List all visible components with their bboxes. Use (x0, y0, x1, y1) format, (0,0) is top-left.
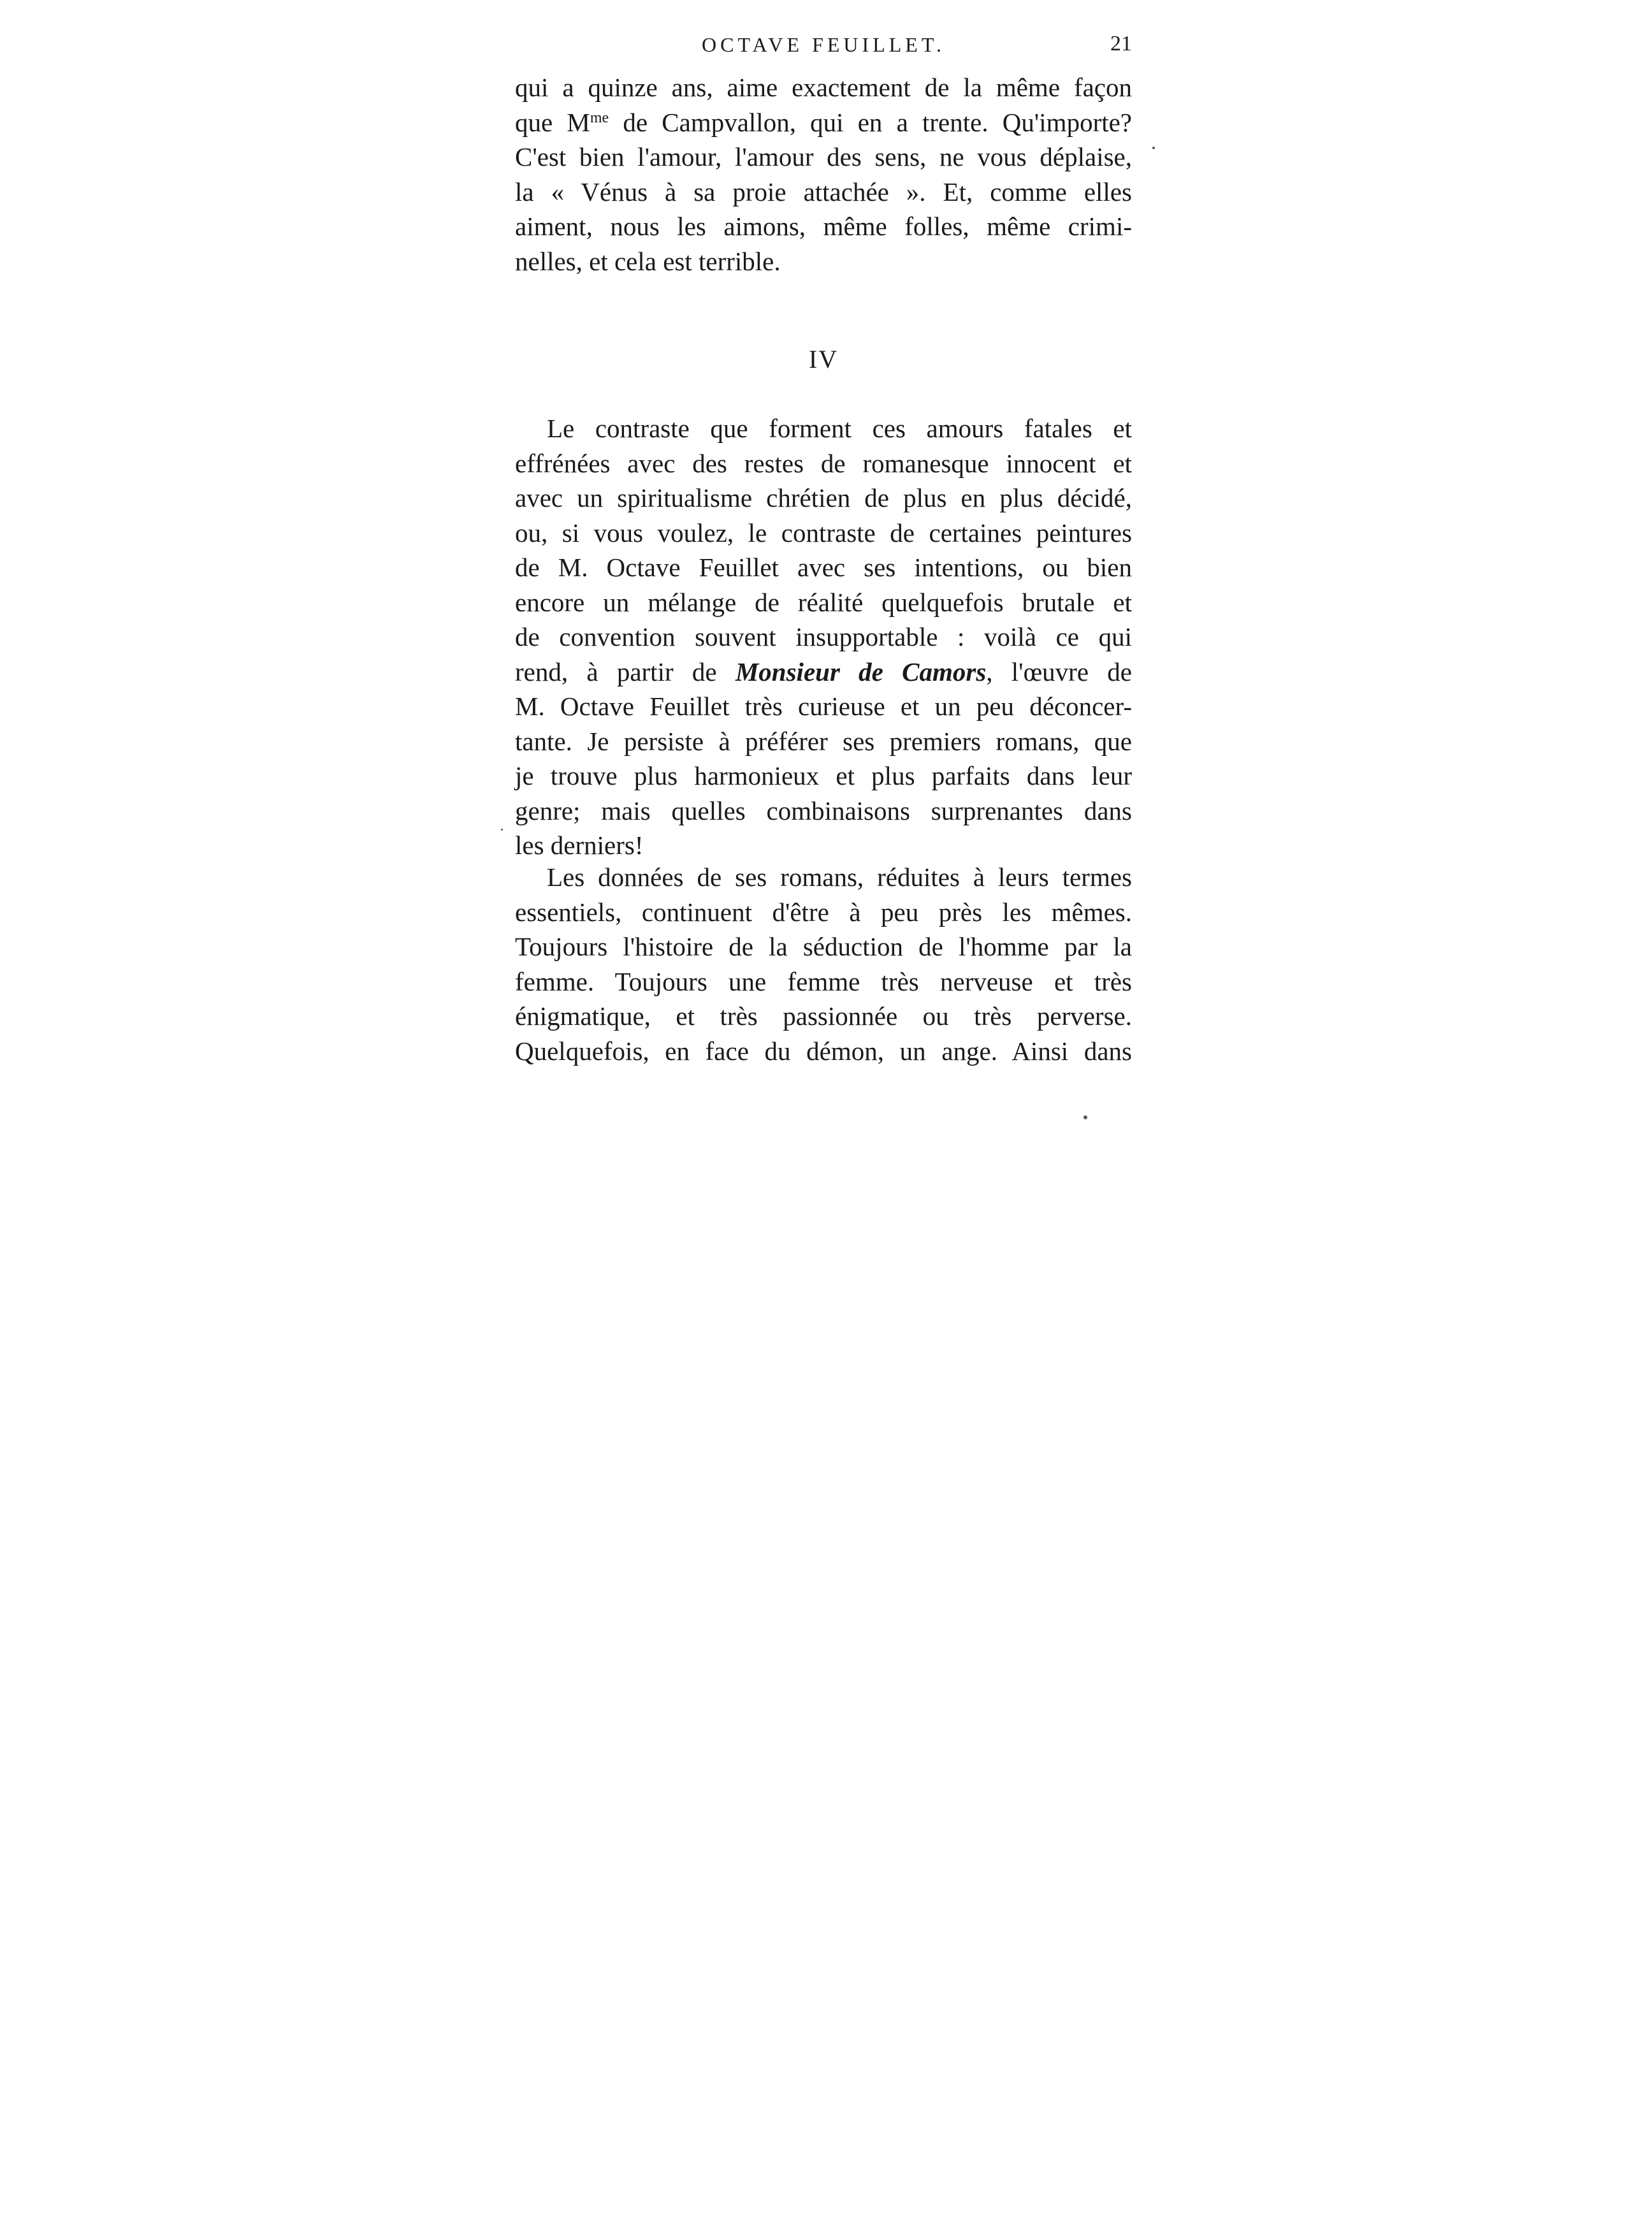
line-2-start: que M (515, 107, 590, 137)
paragraph-1-line-3: C'est bien l'amour, l'amour des sens, ne vous déplaise, (515, 142, 1132, 171)
paragraph-1-line-2 (515, 105, 1132, 140)
paragraph-2-line-2: effrénées avec des restes de romanesque innocent et (515, 448, 1132, 478)
paragraph-1-line-5: aiment, nous les aimons, même folles, même crimi- (515, 212, 1132, 241)
paragraph-3-line-1: Les données de ses romans, réduites à leurs termes (547, 862, 1132, 892)
line-2-rest: de Campvallon, qui en a trente. Qu'importe? (609, 107, 1133, 137)
scan-speck (501, 829, 503, 831)
book-title: Monsieur de Camors (735, 657, 987, 686)
paragraph-2-line-5: de M. Octave Feuillet avec ses intentions, ou bien (515, 553, 1132, 582)
paragraph-3-line-2: essentiels, continuent d'être à peu près les mêmes. (515, 897, 1132, 927)
line-2-superscript: me (590, 109, 609, 126)
scan-speck (1152, 147, 1155, 149)
paragraph-2-line-9: M. Octave Feuillet très curieuse et un peu déconcer- (515, 692, 1132, 721)
paragraph-2-line-10: tante. Je persiste à préférer ses premiers romans, que (515, 726, 1132, 756)
running-head: OCTAVE FEUILLET. (702, 33, 945, 56)
paragraph-2-line-13: les derniers! (515, 831, 644, 860)
page-header (515, 31, 1132, 62)
paragraph-2-line-11: je trouve plus harmonieux et plus parfaits dans leur (515, 761, 1132, 790)
line-8-start: rend, à partir de (515, 657, 735, 686)
paragraph-2-line-12: genre; mais quelles combinaisons surprenantes dans (515, 795, 1132, 825)
section-heading: IV (808, 345, 839, 374)
scan-speck (1083, 1115, 1087, 1119)
paragraph-3-line-4: femme. Toujours une femme très nerveuse et très (515, 966, 1132, 996)
paragraph-1 (515, 70, 1132, 279)
paragraph-1-line-1: qui a quinze ans, aime exactement de la même façon (515, 73, 1132, 102)
paragraph-1-line-6: nelles, et cela est terrible. (515, 246, 781, 276)
page-number: 21 (1110, 32, 1132, 55)
paragraph-1-line-4: la « Vénus à sa proie attachée ». Et, comme elles (515, 177, 1132, 207)
paragraph-2-line-4: ou, si vous voulez, le contraste de certaines peintures (515, 518, 1132, 548)
paragraph-2-line-3: avec un spiritualisme chrétien de plus en plus décidé, (515, 483, 1132, 512)
line-8-rest: , l'œuvre de (986, 657, 1132, 686)
paragraph-3-line-3: Toujours l'histoire de la séduction de l'homme par la (515, 932, 1132, 961)
paragraph-2 (515, 411, 1132, 863)
paragraph-3-line-5: énigmatique, et très passionnée ou très perverse. (515, 1001, 1132, 1031)
paragraph-2-line-1: Le contraste que forment ces amours fatales et (547, 414, 1132, 443)
paragraph-2-line-6: encore un mélange de réalité quelquefois brutale et (515, 587, 1132, 617)
paragraph-2-line-8 (515, 655, 1132, 690)
paragraph-3 (515, 860, 1132, 1068)
paragraph-3-line-6: Quelquefois, en face du démon, un ange. Ainsi dans (515, 1036, 1132, 1066)
paragraph-2-line-7: de convention souvent insupportable : voilà ce qui (515, 622, 1132, 651)
